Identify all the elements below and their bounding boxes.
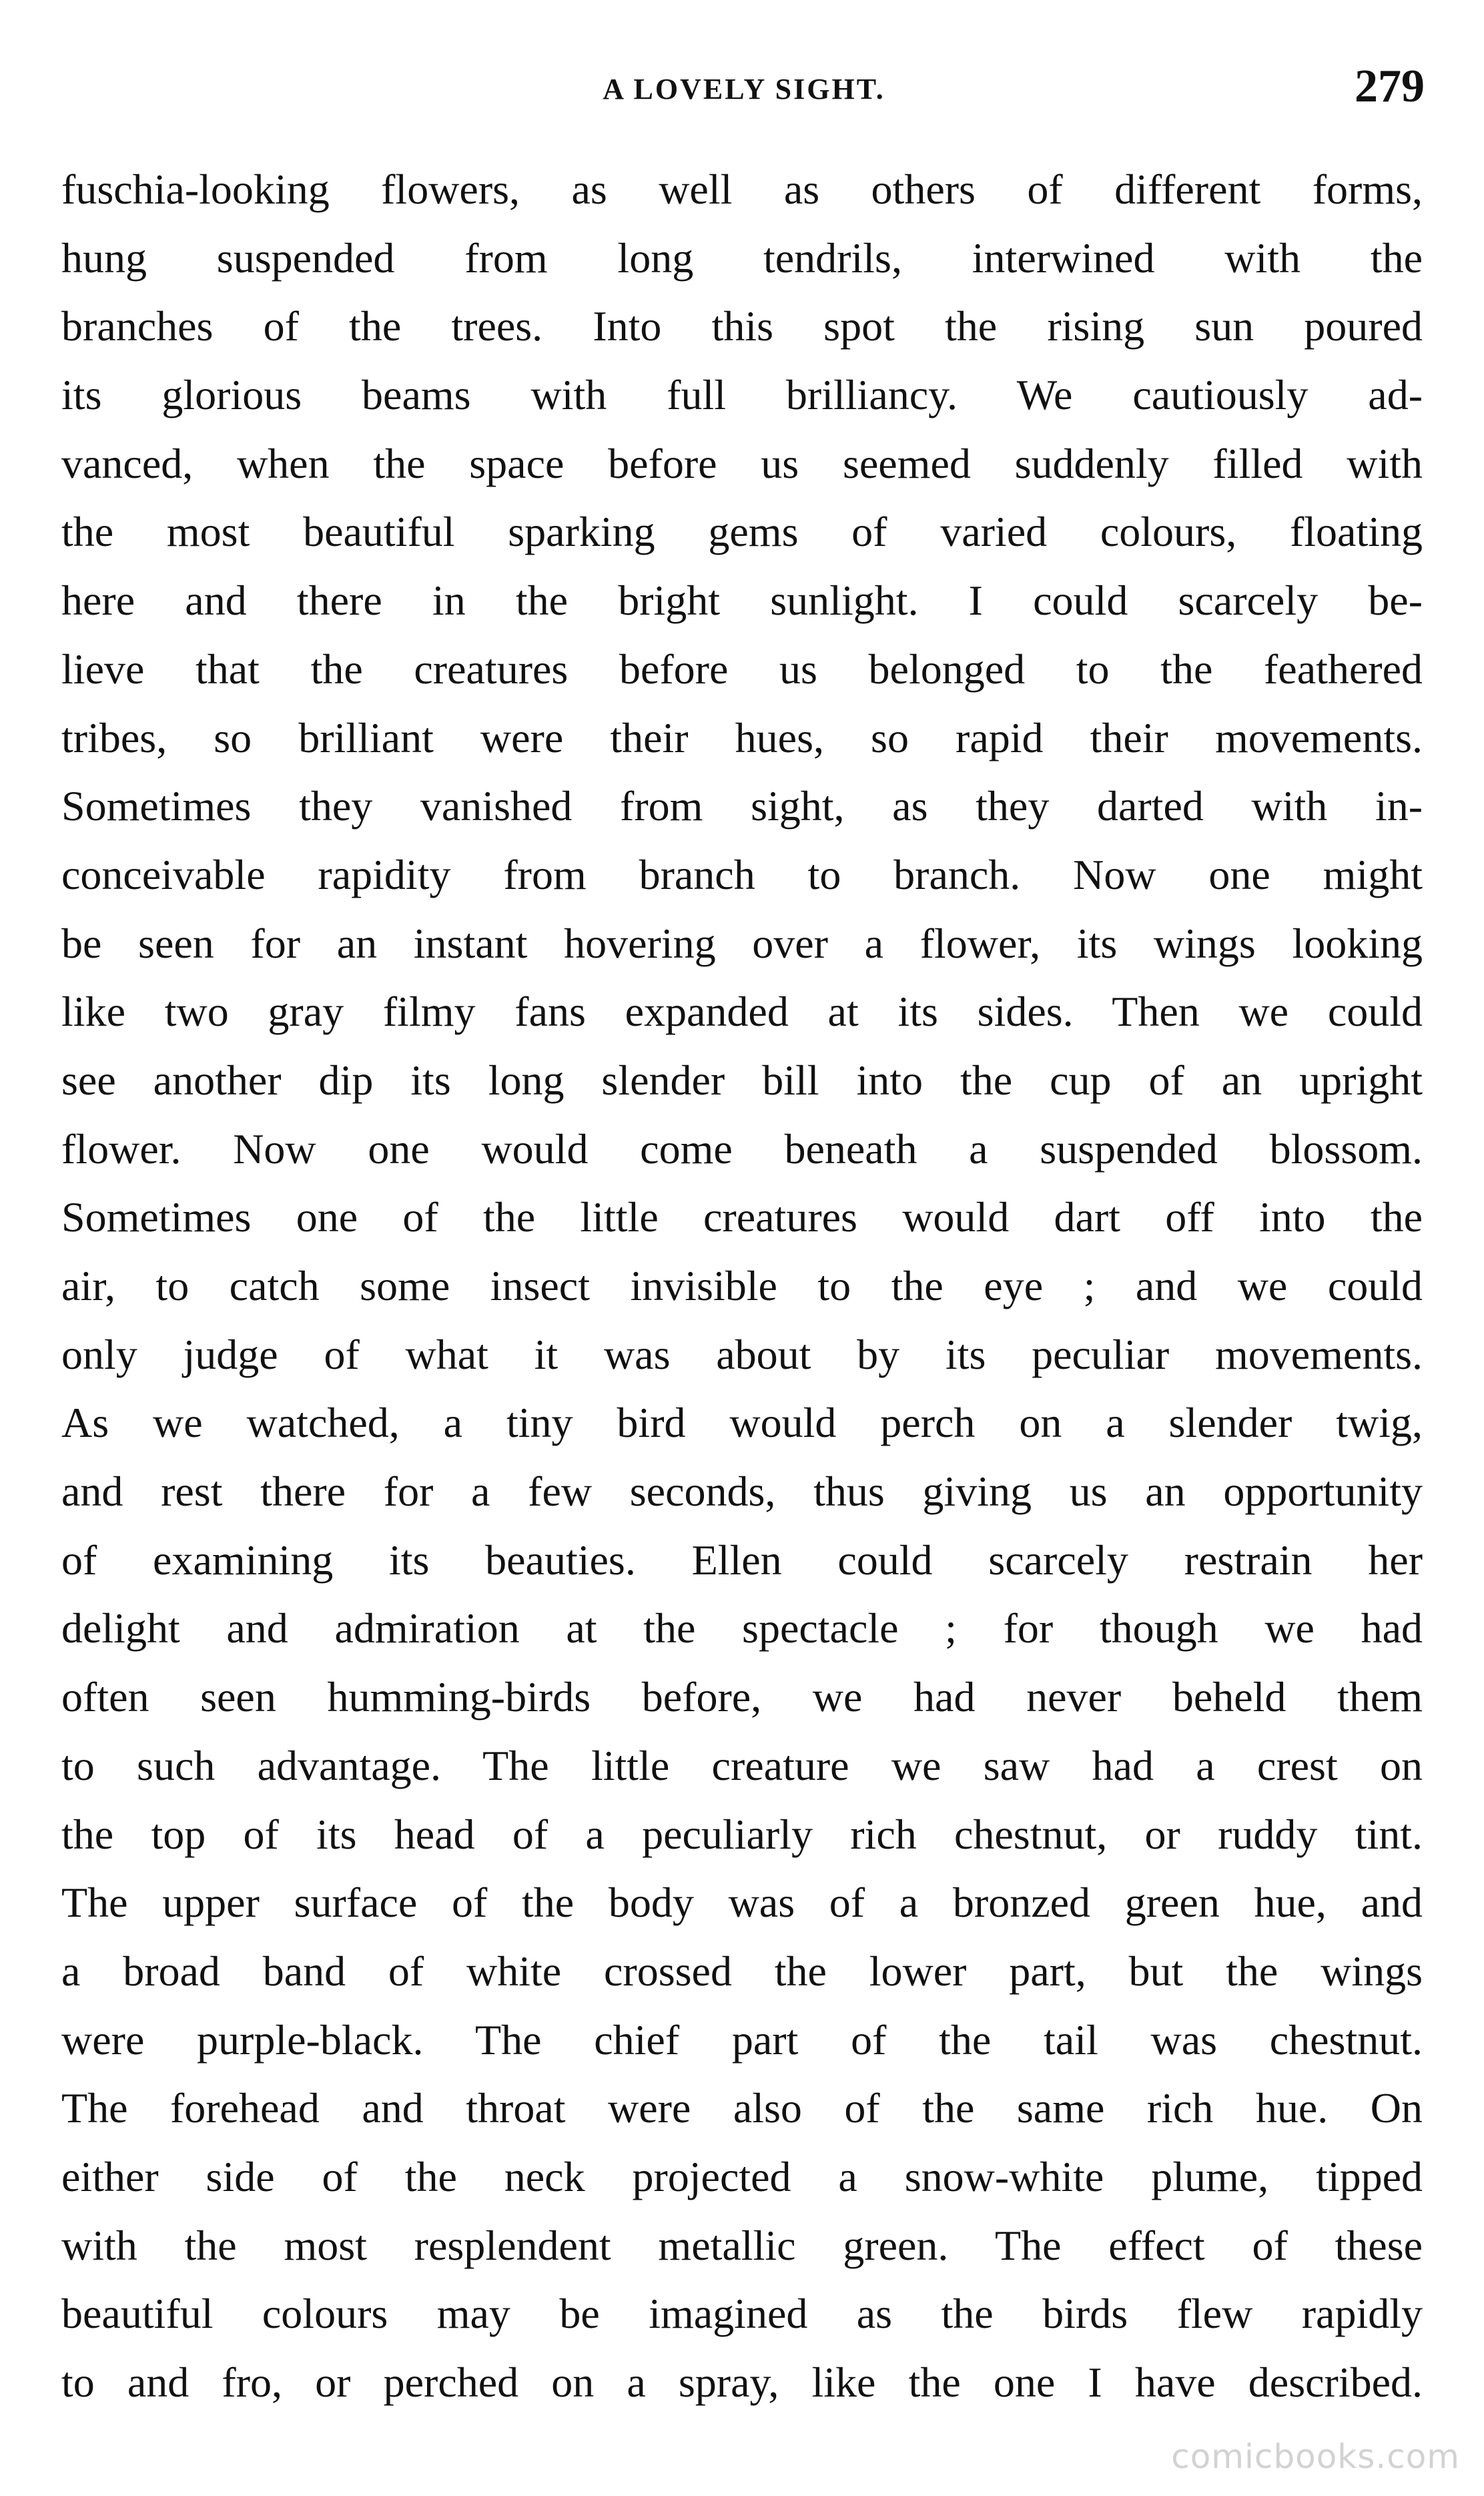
- text-line: of examining its beauties. Ellen could scarcely restrain her: [61, 1536, 1423, 1584]
- text-line: delight and admiration at the spectacle ; for though we had: [61, 1604, 1423, 1652]
- text-line: beautiful colours may be imagined as the birds flew rapidly: [61, 2290, 1423, 2338]
- running-head: A LOVELY SIGHT.: [603, 73, 885, 105]
- text-line: the top of its head of a peculiarly rich chestnut, or ruddy tint.: [61, 1810, 1423, 1858]
- text-line: to such advantage. The little creature we saw had a crest on: [61, 1741, 1423, 1789]
- text-line: lieve that the creatures before us belonged to the feathered: [61, 645, 1423, 693]
- text-line: Sometimes one of the little creatures would dart off into the: [61, 1193, 1423, 1241]
- text-line: to and fro, or perched on a spray, like the one I have described.: [61, 2359, 1423, 2406]
- text-line: like two gray filmy fans expanded at its sides. Then we could: [61, 988, 1423, 1036]
- text-line: a broad band of white crossed the lower part, but the wings: [61, 1947, 1423, 1995]
- text-line: its glorious beams with full brilliancy. We cautiously ad-: [61, 371, 1423, 419]
- text-line: often seen humming-birds before, we had never beheld them: [61, 1673, 1423, 1721]
- text-line: branches of the trees. Into this spot the rising sun poured: [61, 302, 1423, 350]
- body-text: [61, 155, 1423, 2417]
- text-line: be seen for an instant hovering over a flower, its wings looking: [61, 919, 1423, 967]
- text-line: either side of the neck projected a snow-white plume, tipped: [61, 2152, 1423, 2200]
- text-line: As we watched, a tiny bird would perch on a slender twig,: [61, 1399, 1423, 1447]
- watermark: comicbooks.com: [1171, 2437, 1460, 2476]
- text-line: The forehead and throat were also of the same rich hue. On: [61, 2084, 1423, 2132]
- text-line: tribes, so brilliant were their hues, so rapid their movements.: [61, 713, 1423, 761]
- text-line: vanced, when the space before us seemed suddenly filled with: [61, 439, 1423, 487]
- text-line: The upper surface of the body was of a bronzed green hue, and: [61, 1879, 1423, 1927]
- text-line: see another dip its long slender bill into the cup of an upright: [61, 1056, 1423, 1104]
- text-line: Sometimes they vanished from sight, as they darted with in-: [61, 782, 1423, 830]
- text-line: air, to catch some insect invisible to the eye ; and we could: [61, 1262, 1423, 1309]
- text-line: hung suspended from long tendrils, interwined with the: [61, 234, 1423, 282]
- text-line: with the most resplendent metallic green. The effect of these: [61, 2221, 1423, 2269]
- page-number: 279: [1355, 61, 1425, 112]
- text-line: were purple-black. The chief part of the tail was chestnut.: [61, 2015, 1423, 2064]
- text-line: here and there in the bright sunlight. I could scarcely be-: [61, 577, 1423, 625]
- text-line: conceivable rapidity from branch to branch. Now one might: [61, 850, 1423, 898]
- page-header: [63, 60, 1425, 133]
- text-line: and rest there for a few seconds, thus giving us an opportunity: [61, 1468, 1423, 1516]
- text-line: fuschia-looking flowers, as well as others of different forms,: [61, 166, 1423, 213]
- text-line: only judge of what it was about by its peculiar movements.: [61, 1330, 1423, 1378]
- text-line: the most beautiful sparking gems of varied colours, floating: [61, 508, 1423, 556]
- text-line: flower. Now one would come beneath a suspended blossom.: [61, 1125, 1423, 1173]
